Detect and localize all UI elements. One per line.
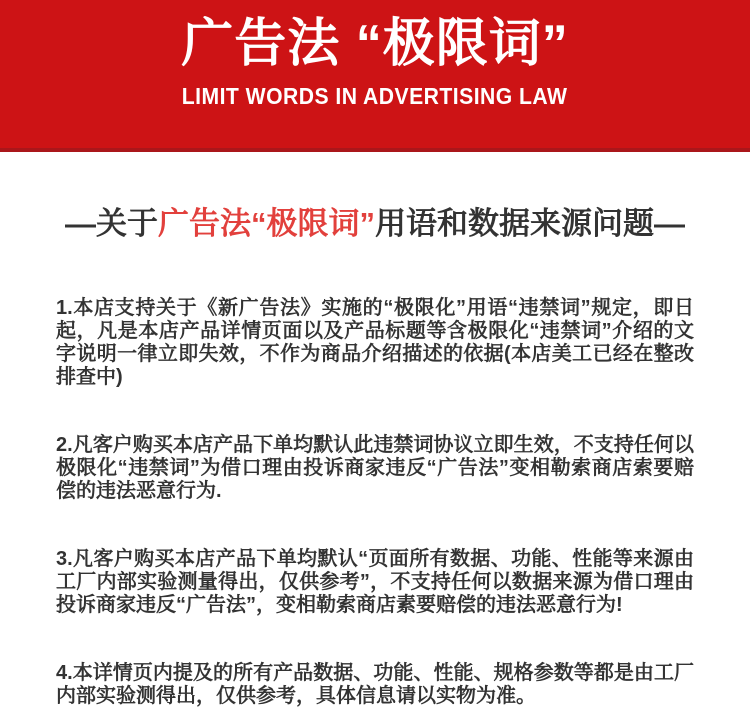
banner-subtitle: LIMIT WORDS IN ADVERTISING LAW — [182, 83, 568, 109]
banner — [0, 0, 750, 152]
section-heading — [0, 206, 750, 242]
notice-body — [0, 297, 750, 708]
clause-4: 4.本详情页内提及的所有产品数据、功能、性能、规格参数等都是由工厂内部实验测得出，仅供参考，具体信息请以实物为准。 — [56, 662, 694, 707]
heading-prefix: —关于 — [65, 206, 158, 241]
heading-highlight: 广告法“极限词” — [158, 206, 375, 241]
clause-2: 2.凡客户购买本店产品下单均默认此违禁词协议立即生效，不支持任何以极限化“违禁词”为借口理由投诉商家违反“广告法”变相勒索商店索要赔偿的违法恶意行为. — [56, 434, 694, 502]
banner-title: 广告法 “极限词” — [181, 15, 569, 73]
clause-1: 1.本店支持关于《新广告法》实施的“极限化”用语“违禁词”规定，即日起，凡是本店产品详情页面以及产品标题等含极限化“违禁词”介绍的文字说明一律立即失效，不作为商品介绍描述的依据(本店美工已经在整改排查中) — [56, 297, 694, 388]
clause-3: 3.凡客户购买本店产品下单均默认“页面所有数据、功能、性能等来源由工厂内部实验测量得出，仅供参考”，不支持任何以数据来源为借口理由投诉商家违反“广告法”，变相勒索商店素要赔偿的违法恶意行为! — [56, 548, 694, 616]
heading-suffix: 用语和数据来源问题— — [375, 206, 685, 241]
